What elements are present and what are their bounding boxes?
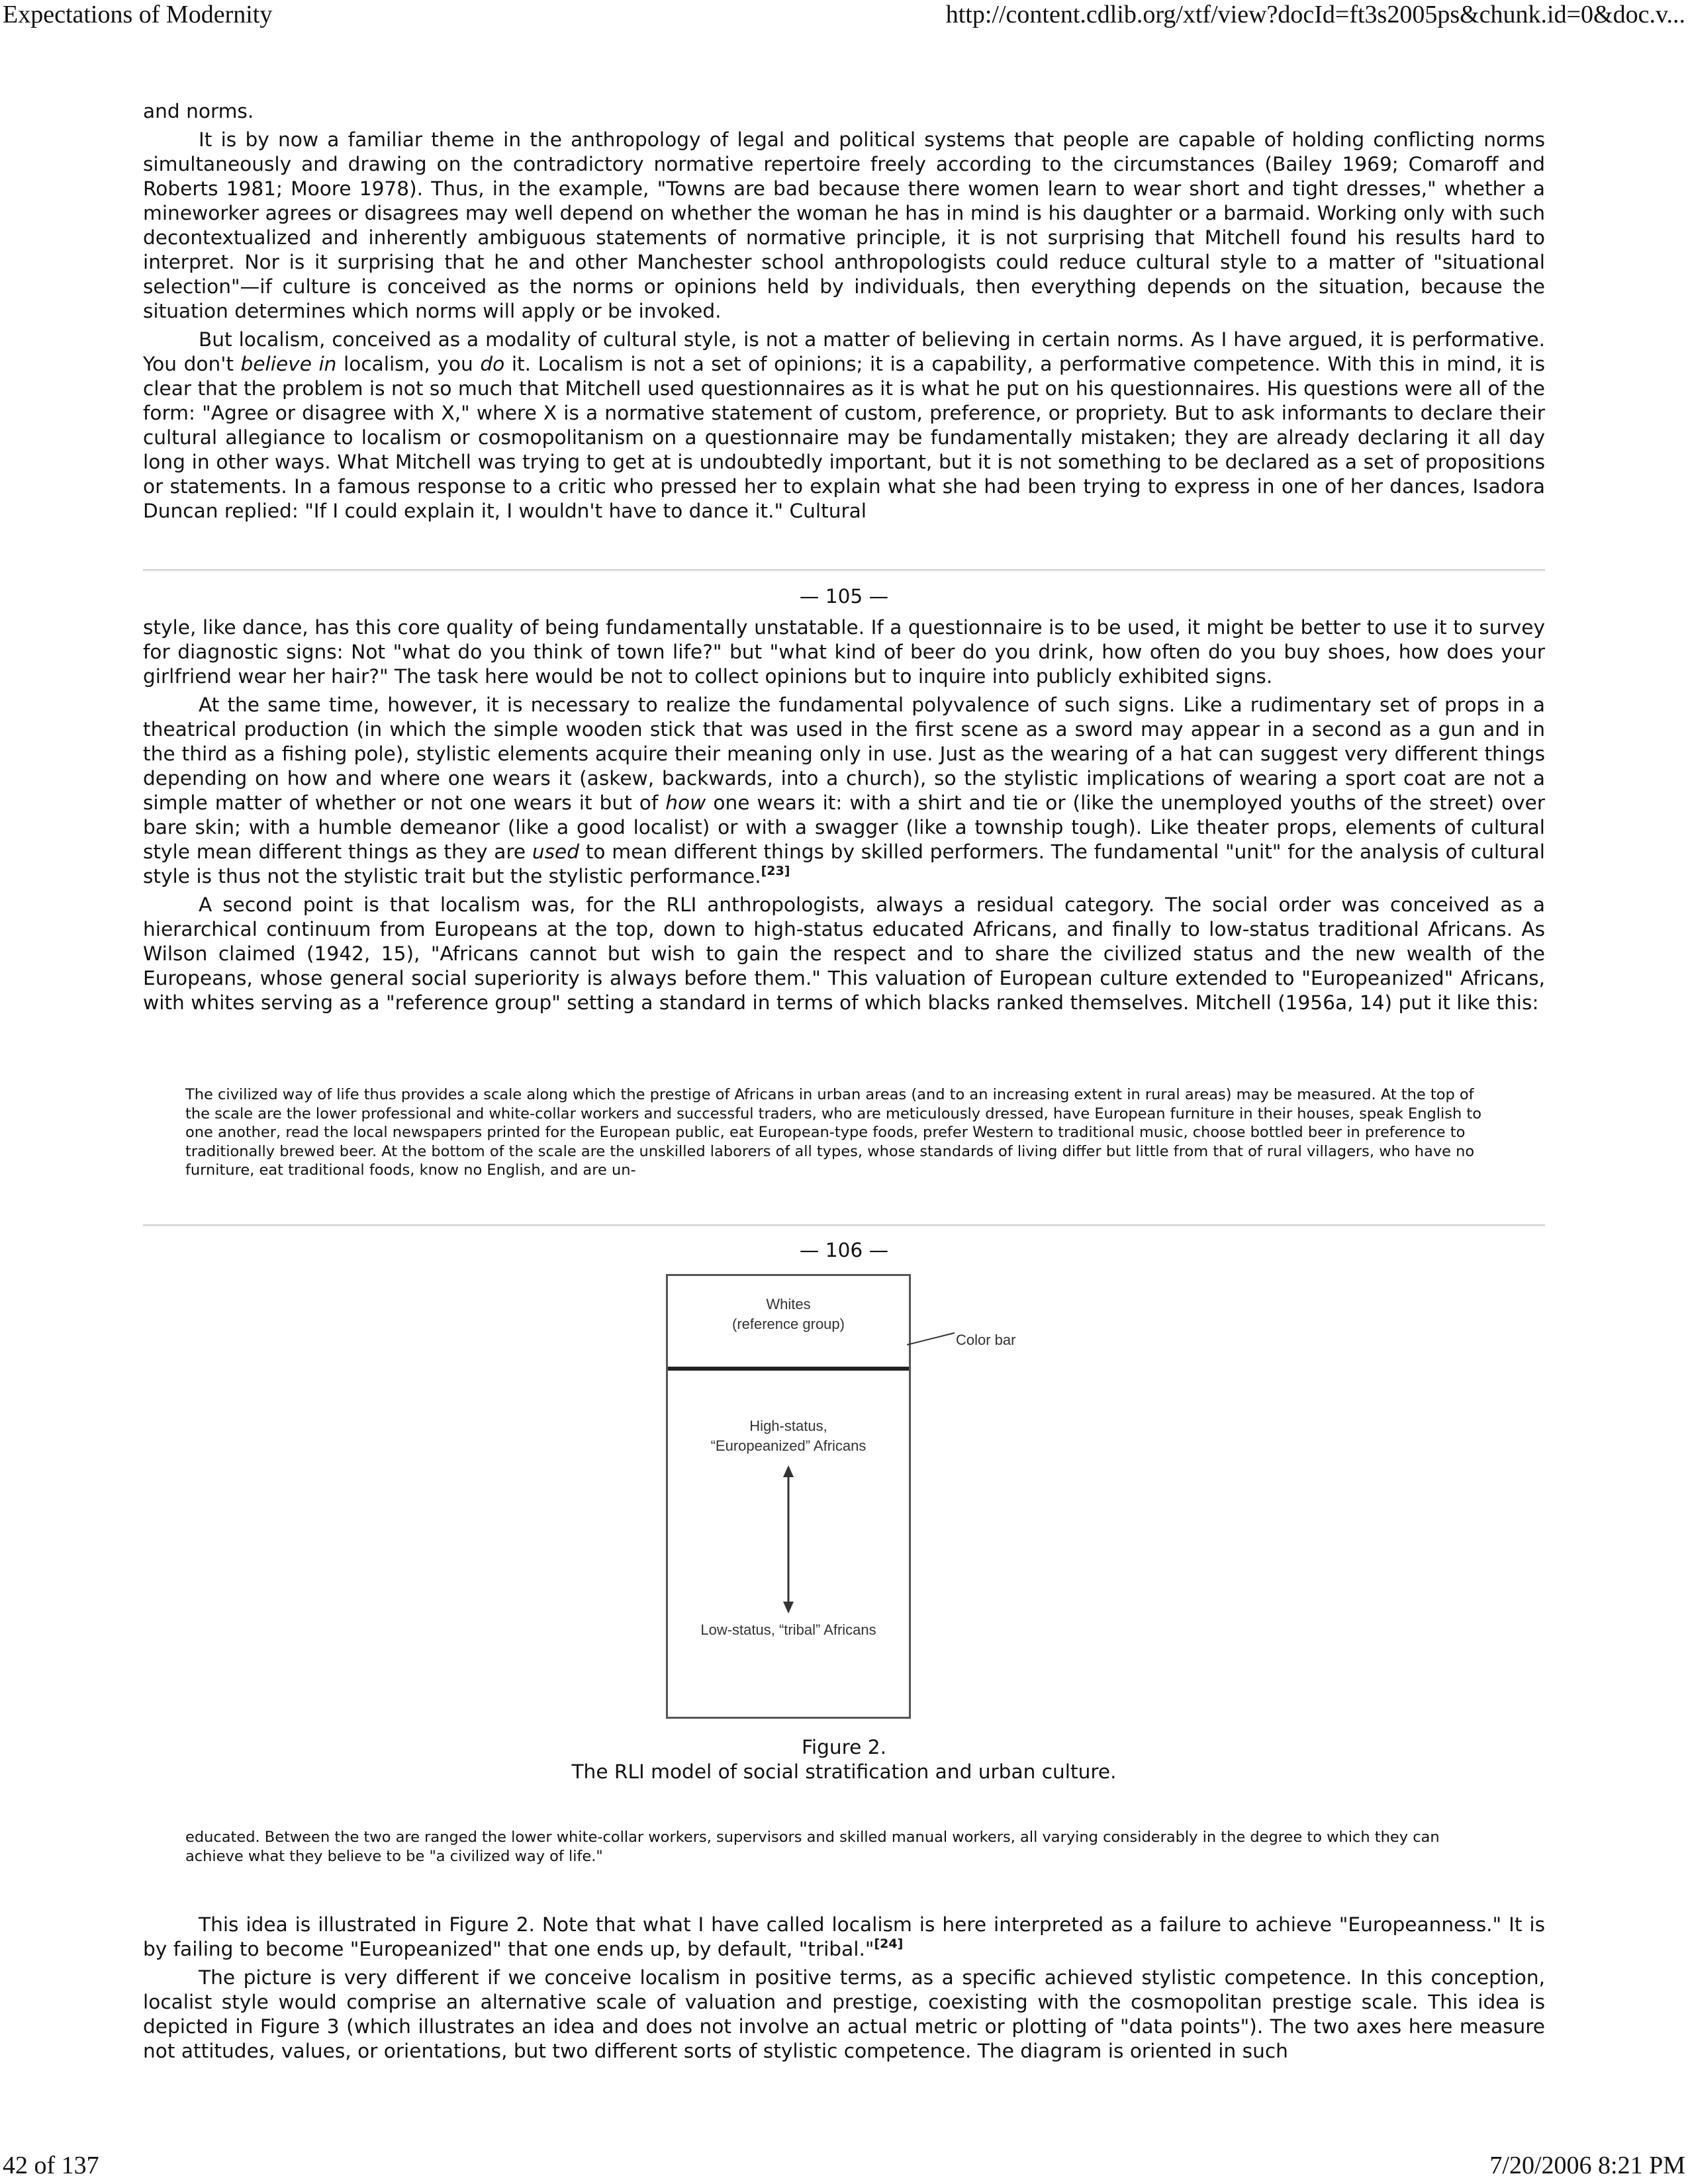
page-separator	[143, 1224, 1545, 1226]
paragraph: style, like dance, has this core quality of being fundamentally unstatable. If a questionnaire is to be used, it might be better to use it to survey for diagnostic signs: Not "what do you think of town life?" but "what kind of beer do you drink, how often do you buy shoes, how does your girlfriend wear her hair?" The task here would be not to collect opinions but to inquire into publicly exhibited signs.	[143, 616, 1545, 688]
high-status-label: High-status, “Europeanized” Africans	[710, 1418, 867, 1454]
page-separator	[143, 569, 1545, 570]
paragraph: But localism, conceived as a modality of cultural style, is not a matter of believing in certain norms. As I have argued, it is performative. You don't believe in localism, you do it. Localism is not a set of opinions; it is a capability, a performative competence. With this in mind, it is clear that the problem is not so much that Mitchell used questionnaires as it is what he put on his questionnaires. His questions were all of the form: "Agree or disagree with X," where X is a normative statement of custom, preference, or propriety. But to ask informants to declare their cultural allegiance to localism or cosmopolitanism on a questionnaire may be fundamentally mistaken; they are already declaring it all day long in other ways. What Mitchell was trying to get at is undoubtedly important, but it is not something to be declared as a set of propositions or statements. In a famous response to a critic who pressed her to explain what she had been trying to express in one of her dances, Isadora Duncan replied: "If I could explain it, I wouldn't have to dance it." Cultural	[143, 328, 1545, 522]
figure-2-diagram	[666, 1274, 911, 1719]
page-counter: 42 of 137	[3, 2152, 99, 2179]
footnote-link-23[interactable]: [23]	[761, 864, 790, 878]
paragraph: This idea is illustrated in Figure 2. Note that what I have called localism is here interpreted as a failure to achieve "Europeanness." It is by failing to become "Europeanized" that one ends up, by default, "tribal."[24]	[143, 1913, 1545, 1960]
paragraph: A second point is that localism was, for the RLI anthropologists, always a residual category. The social order was conceived as a hierarchical continuum from Europeans at the top, down to high-status educated Africans, and finally to low-status traditional Africans. As Wilson claimed (1942, 15), "Africans cannot but wish to gain the respect and to share the civilized status and the new wealth of the Europeans, whose general social superiority is always before them." This valuation of European culture extended to "Europeanized" Africans, with whites serving as a "reference group" setting a standard in terms of which blacks ranked themselves. Mitchell (1956a, 14) put it like this:	[143, 893, 1545, 1014]
double-arrow-icon	[668, 1276, 909, 1717]
browser-print-title: Expectations of Modernity	[3, 1, 273, 28]
footnote-link-24[interactable]: [24]	[874, 1936, 904, 1951]
whites-label: Whites (reference group)	[732, 1296, 845, 1332]
paragraph: and norms.	[143, 100, 254, 122]
paragraph: The picture is very different if we conceive localism in positive terms, as a specific achieved stylistic competence. In this conception, localist style would comprise an alternative scale of valuation and prestige, coexisting with the cosmopolitan prestige scale. This idea is depicted in Figure 3 (which illustrates an idea and does not involve an actual metric or plotting of "data points"). The two axes here measure not attitudes, values, or orientations, but two different sorts of stylistic competence. The diagram is oriented in such	[143, 1966, 1545, 2062]
paragraph: At the same time, however, it is necessary to realize the fundamental polyvalence of such signs. Like a rudimentary set of props in a theatrical production (in which the simple wooden stick that was used in the first scene as a sword may appear in a second as a gun and in the third as a fishing pole), stylistic elements acquire their meaning only in use. Just as the wearing of a hat can suggest very different things depending on how and where one wears it (askew, backwards, into a church), so the stylistic implications of wearing a sport coat are not a simple matter of whether or not one wears it but of how one wears it: with a shirt and tie or (like the unemployed youths of the street) over bare skin; with a humble demeanor (like a good localist) or with a swagger (like a township tough). Like theater props, elements of cultural style mean different things as they are used to mean different things by skilled performers. The fundamental "unit" for the analysis of cultural style is thus not the stylistic trait but the stylistic performance.[23]	[143, 694, 1545, 887]
browser-print-url: http://content.cdlib.org/xtf/view?docId=ft3s2005ps&chunk.id=0&doc.v...	[945, 1, 1685, 28]
page-number: — 105 —	[799, 585, 889, 608]
paragraph: It is by now a familiar theme in the anthropology of legal and political systems that people are capable of holding conflicting norms simultaneously and drawing on the contradictory normative repertoire freely according to the circumstances (Bailey 1969; Comaroff and Roberts 1981; Moore 1978). Thus, in the example, "Towns are bad because there women learn to wear short and tight dresses," whether a mineworker agrees or disagrees may well depend on whether the woman he has in mind is his daughter or a barmaid. Working only with such decontextualized and inherently ambiguous statements of normative principle, it is not surprising that Mitchell found his results hard to interpret. Nor is it surprising that he and other Manchester school anthropologists could reduce cultural style to a matter of "situational selection"—if culture is conceived as the norms or opinions held by individuals, then everything depends on the situation, because the situation determines which norms will apply or be invoked.	[143, 128, 1545, 322]
color-bar-label: Color bar	[956, 1332, 1016, 1348]
text-block-top	[143, 99, 1545, 527]
block-quote: educated. Between the two are ranged the lower white-collar workers, supervisors and skilled manual workers, all varying considerably in the degree to which they can achieve what they believe to be "a civilized way of life."	[185, 1829, 1440, 1865]
low-status-label: Low-status, “tribal” Africans	[700, 1621, 876, 1638]
figure-caption: Figure 2. The RLI model of social stratification and urban culture.	[571, 1736, 1117, 1783]
color-bar-leader-line	[907, 1330, 957, 1346]
text-block-middle	[143, 615, 1545, 1019]
text-block-bottom	[143, 1913, 1545, 2068]
block-quote: The civilized way of life thus provides a scale along which the prestige of Africans in urban areas (and to an increasing extent in rural areas) may be measured. At the top of the scale are the lower professional and white-collar workers and successful traders, who are meticulously dressed, have European furniture in their houses, speak English to one another, read the local newspapers printed for the European public, eat European-type foods, prefer Western to traditional music, choose bottled beer in preference to traditionally brewed beer. At the bottom of the scale are the unskilled laborers of all types, whose standards of living differ but little from that of rural villagers, who have no furniture, eat traditional foods, know no English, and are un-	[185, 1086, 1481, 1179]
print-timestamp: 7/20/2006 8:21 PM	[1489, 2152, 1685, 2179]
page-number: — 106 —	[799, 1239, 889, 1261]
